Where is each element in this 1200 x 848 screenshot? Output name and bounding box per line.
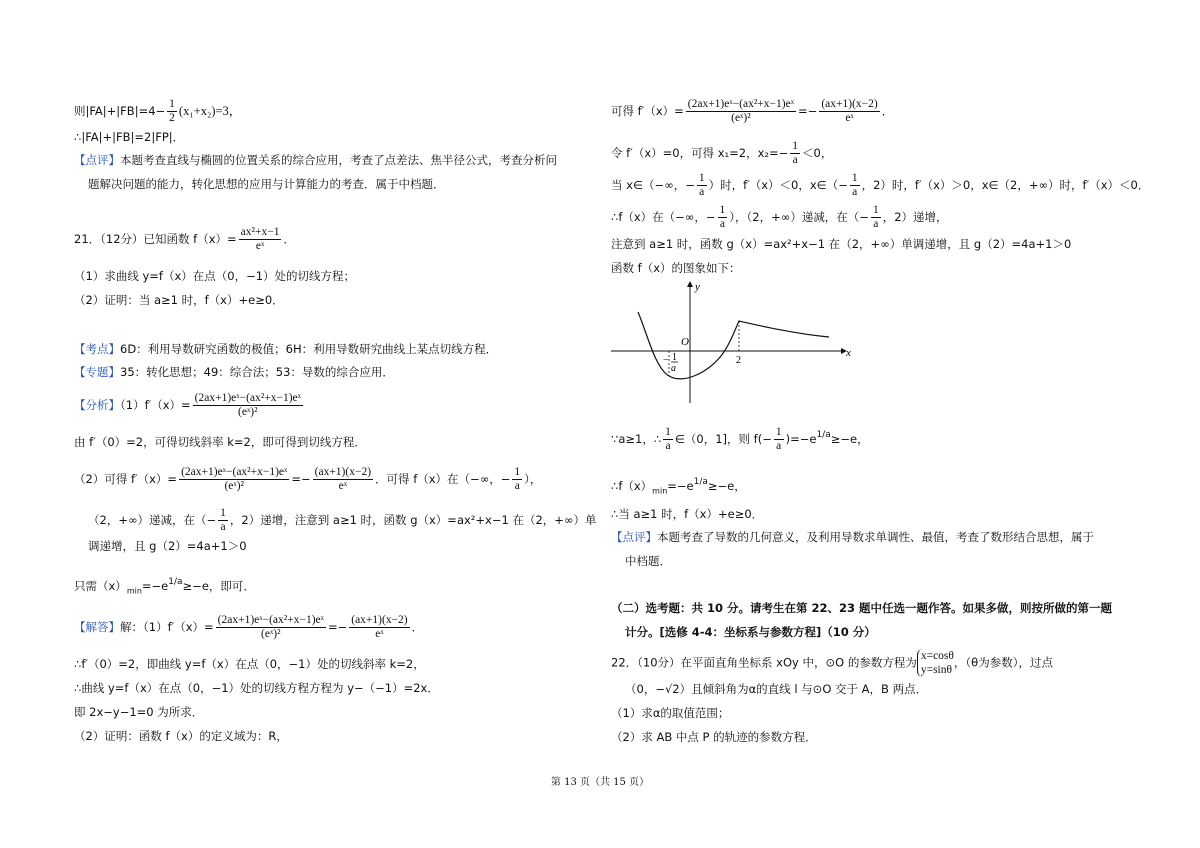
fraction: $\frac{1}{a}$ bbox=[775, 426, 782, 452]
fenxi-line-3: （2）可得 f′（x）= $\frac{\text{(2ax+1)eˣ−(ax²+x−1)eˣ}}{\text{(eˣ)²}}$ =− $\frac{(ax+1)(x-2)}{\text{eˣ}}$ ．可得 f（x）在（−∞，− $\frac{1}{a}$ ）， bbox=[74, 466, 542, 492]
question-21-head: 21．（12分）已知函数 f（x）= $\frac{\text{ax²+x−1}}{\text{eˣ}}$ ． bbox=[74, 226, 295, 252]
text: 只需（x） bbox=[74, 579, 127, 593]
text: 当 x∈（−∞，− bbox=[611, 178, 695, 192]
right-line-2: 令 f′（x）=0，可得 x₁=2，x₂=− $\frac{1}{a}$ ＜0， bbox=[611, 140, 833, 166]
question-21-part-1: （1）求曲线 y=f（x）在点（0，−1）处的切线方程； bbox=[74, 269, 356, 283]
jieda-line-4: 即 2x−y−1=0 为所求． bbox=[74, 705, 204, 719]
neg-sign: − bbox=[663, 355, 669, 366]
text: 解：（1）f′（x）= bbox=[120, 620, 214, 634]
text: 6D：利用导数研究函数的极值；6H：利用导数研究曲线上某点切线方程． bbox=[120, 342, 498, 356]
fraction: $\frac{1}{a}$ bbox=[872, 204, 879, 230]
jieda-line-2: ∴f′（0）=2，即曲线 y=f（x）在点（0，−1）处的切线斜率 k=2， bbox=[74, 657, 425, 671]
text: 可得 f′（x）= bbox=[611, 104, 684, 118]
fraction: $\frac{1}{a}$ bbox=[719, 204, 726, 230]
line-fa-fb bbox=[74, 98, 241, 125]
graph-frac-den: a bbox=[671, 363, 676, 374]
text: (x₁+x₂)=3， bbox=[178, 104, 242, 118]
param-system: x=cosθ y=sinθ bbox=[917, 649, 954, 677]
function-graph bbox=[611, 278, 856, 408]
fraction: $\frac{(ax+1)(x-2)}{\text{eˣ}}$ bbox=[351, 614, 408, 640]
superscript: 1/a bbox=[168, 577, 183, 587]
fenxi-line-1 bbox=[74, 392, 305, 419]
right-line-4: ∴f（x）在（−∞，− $\frac{1}{a}$ ），（2，+∞）递减，在（− $\frac{1}{a}$ ，2）递增， bbox=[611, 204, 948, 230]
kaodian-tag: 【考点】 bbox=[74, 342, 120, 356]
right-line-8: $\therefore f(x)_{min}=-e^{1/a}\ge-e$， bbox=[611, 477, 746, 496]
tick-two: 2 bbox=[736, 355, 741, 366]
fraction: $\frac{\text{(2ax+1)eˣ−(ax²+x−1)eˣ}}{\text{(eˣ)²}}$ bbox=[181, 466, 288, 492]
section-title-2: 计分。[选修 4-4：坐标系与参数方程]（10 分） bbox=[625, 625, 876, 639]
text: ∴f（x）在（−∞，− bbox=[611, 210, 716, 224]
right-line-3: 当 x∈（−∞，− $\frac{1}{a}$ ）时，f′（x）＜0，x∈（− $\frac{1}{a}$ ，2）时，f′（x）＞0，x∈（2，+∞）时，f′（x）＜0． bbox=[611, 172, 1150, 198]
fraction: $\frac{1}{a}$ bbox=[792, 140, 799, 166]
fraction: $\frac{\text{(2ax+1)eˣ−(ax²+x−1)eˣ}}{\text{(eˣ)²}}$ bbox=[194, 392, 301, 418]
graph-frac-num: 1 bbox=[672, 352, 677, 363]
comment-tag: 【点评】 bbox=[611, 530, 657, 544]
text: （1）f′（x）= bbox=[120, 398, 191, 412]
right-line-7: ∵a≥1，∴ $\frac{1}{a}$ ∈（0，1]，则 f(− $\frac{1}{a}$ )$=-e^{1/a}\ge-e$， bbox=[611, 426, 869, 452]
text: 35：转化思想；49：综合法；53：导数的综合应用． bbox=[120, 365, 394, 379]
subscript: min bbox=[652, 486, 668, 496]
comment-tag: 【点评】 bbox=[74, 153, 120, 167]
fraction: $\frac{1}{a}$ bbox=[851, 172, 858, 198]
kaodian-line bbox=[74, 341, 497, 357]
right-comment-line-1 bbox=[611, 529, 1094, 545]
fenxi-tag: 【分析】 bbox=[74, 398, 120, 412]
jieda-line-5: （2）证明：函数 f（x）的定义域为：R， bbox=[74, 729, 288, 743]
fenxi-line-5: 调递增，且 g（2）=4a+1＞0 bbox=[88, 539, 247, 553]
right-line-6: 函数 f（x）的图象如下： bbox=[611, 261, 741, 275]
fenxi-line-4: （2，+∞）递减，在（− $\frac{1}{a}$ ，2）递增，注意到 a≥1 时，函数 g（x）=ax²+x−1 在（2，+∞）单 bbox=[88, 507, 597, 533]
text: （2，+∞）递减，在（− bbox=[88, 513, 217, 527]
text: 本题考查直线与椭圆的位置关系的综合应用，考查了点差法、焦半径公式，考查分析问 bbox=[120, 153, 557, 167]
jieda-line-1: 【解答】解：（1）f′（x）= $\frac{\text{(2ax+1)eˣ−(ax²+x−1)eˣ}}{\text{(eˣ)²}}$ =− $\frac{(ax+1)(x-2)}{\text{eˣ}}$ ． bbox=[74, 614, 424, 640]
section-title-1: （二）选考题：共 10 分。请考生在第 22、23 题中任选一题作答。如果多做，则按所做的第一题 bbox=[611, 601, 1113, 615]
zhuanti-tag: 【专题】 bbox=[74, 365, 120, 379]
comment-line-2: 题解决问题的能力，转化思想的应用与计算能力的考查．属于中档题． bbox=[88, 177, 445, 191]
superscript: 1/a bbox=[693, 477, 708, 487]
question-22-part-2: （2）求 AB 中点 P 的轨迹的参数方程． bbox=[611, 730, 817, 744]
fraction: $\frac{1}{a}$ bbox=[514, 466, 521, 492]
line-conclusion: ∴|FA|+|FB|=2|FP|． bbox=[74, 130, 185, 144]
x-axis-label: x bbox=[846, 347, 851, 359]
text: 则|FA|+|FB|=4− bbox=[74, 104, 166, 118]
right-line-9: ∴当 a≥1 时，f（x）+e≥0． bbox=[611, 507, 764, 521]
right-comment-line-2: 中档题． bbox=[625, 554, 671, 568]
text: ∵a≥1，∴ bbox=[611, 432, 662, 446]
text: （2）可得 f′（x）= bbox=[74, 472, 178, 486]
fraction: $\frac{(ax+1)(x-2)}{\text{eˣ}}$ bbox=[821, 98, 878, 124]
fenxi-line-2: 由 f′（0）=2，可得切线斜率 k=2，即可得到切线方程． bbox=[74, 435, 366, 449]
question-22-part-1: （1）求α的取值范围； bbox=[611, 706, 730, 720]
question-21-part-2: （2）证明：当 a≥1 时，f（x）+e≥0． bbox=[74, 293, 284, 307]
jieda-line-3: ∴曲线 y=f（x）在点（0，−1）处的切线方程方程为 y−（−1）=2x． bbox=[74, 681, 439, 695]
fraction: $\frac{1}{a}$ bbox=[698, 172, 705, 198]
y-axis-label: y bbox=[695, 281, 700, 293]
right-line-5: 注意到 a≥1 时，函数 g（x）=ax²+x−1 在（2，+∞）单调递增，且 g（2）=4a+1＞0 bbox=[611, 237, 1072, 251]
text: 令 f′（x）=0，可得 x₁=2，x₂=− bbox=[611, 146, 789, 160]
fenxi-line-6: 只需$(x)_{min}=-e^{1/a}\ge-e$，即可． bbox=[74, 577, 255, 596]
question-22-line-2: （0，−√2）且倾斜角为α的直线 l 与⊙O 交于 A，B 两点． bbox=[625, 682, 928, 696]
question-22-line-1: 22．（10分）在平面直角坐标系 xOy 中，⊙O 的参数方程为 x=cosθ y=sinθ ，（θ为参数），过点 bbox=[611, 650, 1053, 676]
origin-label: O bbox=[681, 336, 689, 348]
jieda-tag: 【解答】 bbox=[74, 620, 120, 634]
right-line-1: 可得 f′（x）= $\frac{\text{(2ax+1)eˣ−(ax²+x−1)eˣ}}{\text{(eˣ)²}}$ =− $\frac{(ax+1)(x-2)}{\text{eˣ}}$ ． bbox=[611, 98, 894, 124]
fraction: $\frac{(ax+1)(x-2)}{\text{eˣ}}$ bbox=[314, 466, 372, 492]
comment-line-1 bbox=[74, 152, 557, 168]
fraction: $\frac{\text{(2ax+1)eˣ−(ax²+x−1)eˣ}}{\text{(eˣ)²}}$ bbox=[687, 98, 795, 124]
text: ∴f（x） bbox=[611, 479, 653, 493]
fraction: $\frac{1}{a}$ bbox=[665, 426, 671, 452]
superscript: 1/a bbox=[816, 430, 831, 440]
text: 22．（10分）在平面直角坐标系 xOy 中，⊙O 的参数方程为 bbox=[611, 655, 917, 670]
subscript: min bbox=[126, 586, 142, 596]
function-curve bbox=[638, 312, 829, 379]
zhuanti-line bbox=[74, 364, 394, 380]
text: 本题考查了导数的几何意义，及利用导数求单调性、最值，考查了数形结合思想，属于 bbox=[657, 530, 1094, 544]
fraction: $\frac{\text{ax²+x−1}}{\text{eˣ}}$ bbox=[240, 226, 280, 252]
fraction: $\frac{\text{(2ax+1)eˣ−(ax²+x−1)eˣ}}{\text{(eˣ)²}}$ bbox=[217, 614, 324, 640]
text: 21．（12分）已知函数 f（x）= bbox=[74, 232, 237, 246]
fraction: $\frac{1}{2}$ bbox=[169, 98, 175, 124]
fraction: $\frac{1}{a}$ bbox=[220, 507, 226, 533]
page-footer: 第 13 页（共 15 页） bbox=[550, 777, 650, 788]
